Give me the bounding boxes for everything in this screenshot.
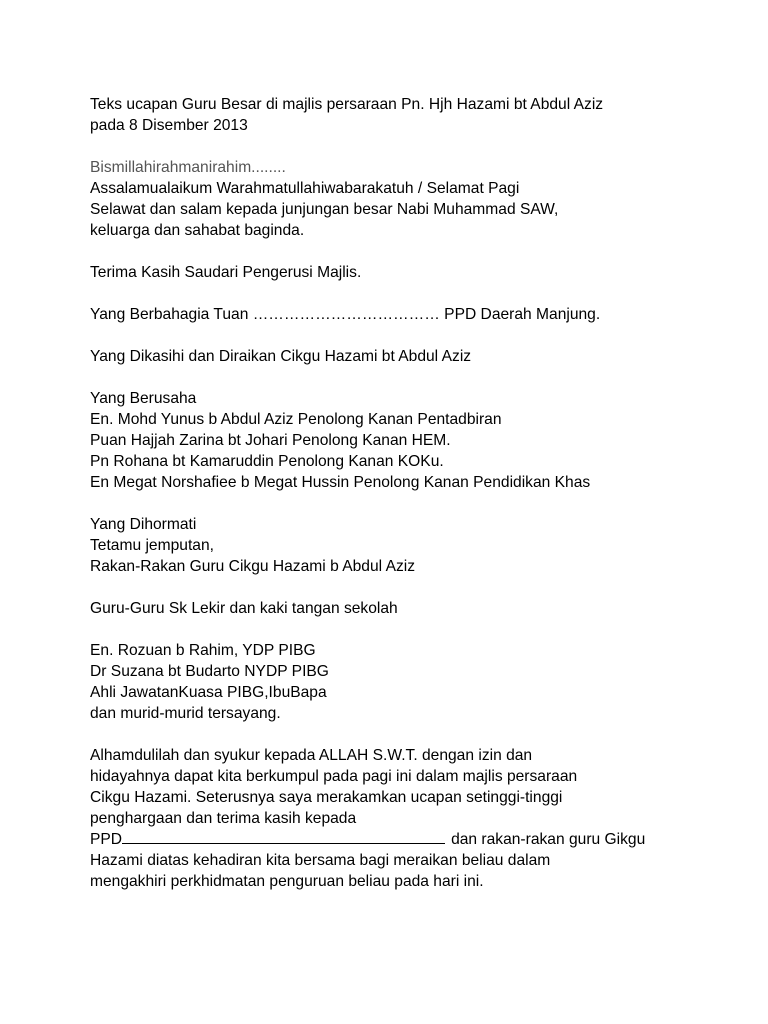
pibg-item: Dr Suzana bt Budarto NYDP PIBG [90, 663, 329, 680]
body-paragraph-line: Alhamdulilah dan syukur kepada ALLAH S.W.T. dengan izin dan [90, 747, 533, 764]
body-paragraph-line: penghargaan dan terima kasih kepada [90, 810, 357, 827]
pibg-item: dan murid-murid tersayang. [90, 705, 281, 722]
bismillah: Bismillahirahmanirahim........ [90, 159, 286, 176]
berusaha-heading: Yang Berusaha [90, 390, 197, 407]
pibg-item: Ahli JawatanKuasa PIBG,IbuBapa [90, 684, 327, 701]
body-paragraph-line: Cikgu Hazami. Seterusnya saya merakamkan ucapan setinggi-tinggi [90, 789, 563, 806]
staff-greeting: Guru-Guru Sk Lekir dan kaki tangan sekolah [90, 600, 398, 617]
document-title-line-1: Teks ucapan Guru Besar di majlis persaraan Pn. Hjh Hazami bt Abdul Aziz [90, 96, 604, 113]
dihormati-item: Rakan-Rakan Guru Cikgu Hazami b Abdul Aziz [90, 558, 416, 575]
selawat-line-2: keluarga dan sahabat baginda. [90, 222, 305, 239]
honoree-greeting: Yang Dikasihi dan Diraikan Cikgu Hazami bt Abdul Aziz [90, 348, 472, 365]
document-title-line-2: pada 8 Disember 2013 [90, 117, 248, 134]
ppd-greeting: Yang Berbahagia Tuan ……………………………… PPD Daerah Manjung. [90, 306, 601, 323]
thanks-chairperson: Terima Kasih Saudari Pengerusi Majlis. [90, 264, 362, 281]
dihormati-item: Tetamu jemputan, [90, 537, 214, 554]
body-paragraph-line: Hazami diatas kehadiran kita bersama bagi meraikan beliau dalam [90, 852, 551, 869]
dihormati-heading: Yang Dihormati [90, 516, 197, 533]
body-paragraph-line: hidayahnya dapat kita berkumpul pada pagi ini dalam majlis persaraan [90, 768, 578, 785]
ppd-prefix: PPD [90, 831, 123, 848]
body-paragraph-ppd-line [90, 829, 750, 850]
document-page [90, 94, 750, 892]
ppd-suffix: dan rakan-rakan guru Gikgu [451, 831, 646, 848]
berusaha-item: En Megat Norshafiee b Megat Hussin Penolong Kanan Pendidikan Khas [90, 474, 591, 491]
body-paragraph-line: mengakhiri perkhidmatan penguruan beliau pada hari ini. [90, 873, 484, 890]
pibg-item: En. Rozuan b Rahim, YDP PIBG [90, 642, 316, 659]
berusaha-item: Pn Rohana bt Kamaruddin Penolong Kanan KOKu. [90, 453, 444, 470]
selawat-line-1: Selawat dan salam kepada junjungan besar Nabi Muhammad SAW, [90, 201, 559, 218]
berusaha-item: En. Mohd Yunus b Abdul Aziz Penolong Kanan Pentadbiran [90, 411, 502, 428]
salam-greeting: Assalamualaikum Warahmatullahiwabarakatuh / Selamat Pagi [90, 180, 520, 197]
blank-fill-line [122, 829, 445, 844]
berusaha-item: Puan Hajjah Zarina bt Johari Penolong Kanan HEM. [90, 432, 451, 449]
